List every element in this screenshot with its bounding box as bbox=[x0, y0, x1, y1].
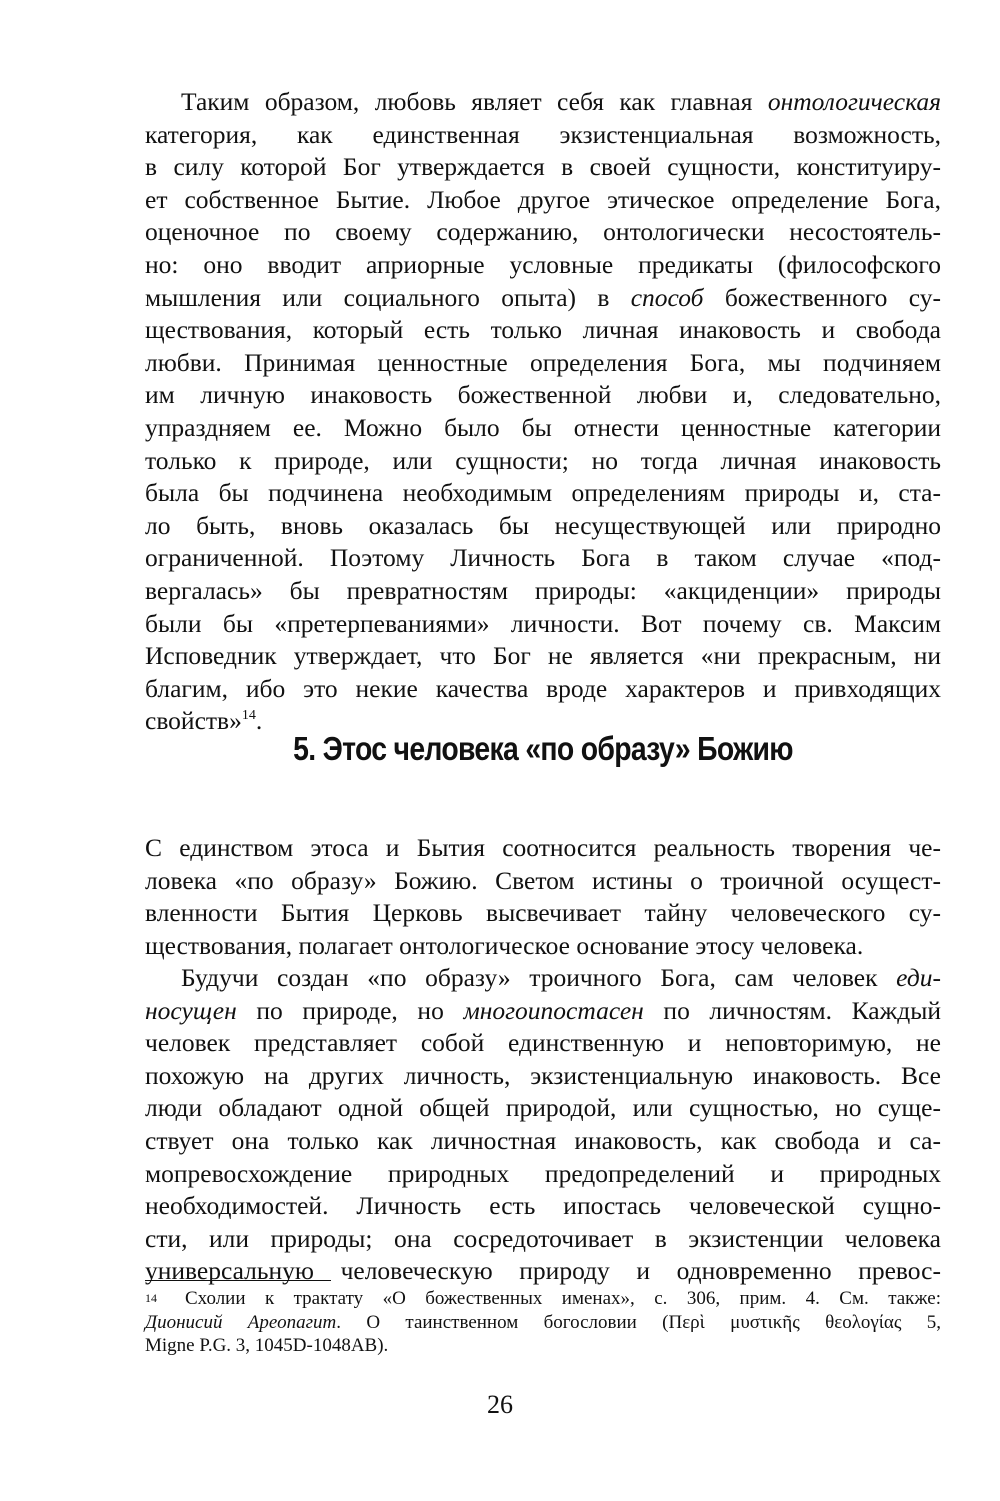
text-line: но: оно вводит априорные условные предикаты (философского bbox=[145, 249, 941, 279]
text-line: упраздняем ее. Можно было бы отнести ценностные категории bbox=[145, 412, 941, 442]
text-line: ществования, полагает онтологическое основание этосу человека. bbox=[145, 930, 864, 960]
text-line: необходимостей. Личность есть ипостась человеческой сущно- bbox=[145, 1191, 941, 1221]
text-line: мышления или социального опыта) в способ божественного су- bbox=[145, 282, 941, 312]
text-line: ло быть, вновь оказалась бы несуществующей или природно bbox=[145, 510, 941, 540]
text-line: ет собственное Бытие. Любое другое этическое определение Бога, bbox=[145, 184, 941, 214]
text-line: мопревосхождение природных предопределений и природных bbox=[145, 1158, 941, 1188]
text-line: человек представляет собой единственную и неповторимую, не bbox=[145, 1028, 941, 1058]
page-number: 26 bbox=[487, 1390, 513, 1419]
text-line: С единством этоса и Бытия соотносится реальность творения че- bbox=[145, 833, 941, 862]
text-line: была бы подчинена необходимым определениям природы и, ста- bbox=[145, 478, 941, 508]
text-line: в силу которой Бог утверждается в своей сущности, конституиру- bbox=[145, 152, 941, 182]
text-line: вергалась» бы превратностям природы: «акциденции» природы bbox=[145, 575, 941, 605]
text-line: Таким образом, любовь являет себя как главная онтологическая bbox=[181, 87, 941, 116]
text-line: сти, или природы; она сосредоточивает в экзистенции человека bbox=[145, 1223, 941, 1253]
text-line: категория, как единственная экзистенциальная возможность, bbox=[145, 119, 941, 149]
text-line: Будучи создан «по образу» троичного Бога, сам человек еди- bbox=[181, 963, 941, 992]
paragraph-3 bbox=[145, 962, 941, 1288]
text-line: похожую на других личность, экзистенциальную инаковость. Все bbox=[145, 1060, 941, 1090]
text-line: ограниченной. Поэтому Личность Бога в таком случае «под- bbox=[145, 543, 941, 573]
text-line: люди обладают одной общей природой, или сущностью, но суще- bbox=[145, 1093, 941, 1123]
footnote-line: Migne P.G. 3, 1045D-1048AB). bbox=[145, 1335, 389, 1356]
text-line: ществования, который есть только личная инаковость и свобода bbox=[145, 315, 941, 345]
footnote bbox=[145, 1287, 941, 1358]
text-line: благим, ибо это некие качества вроде характеров и привходящих bbox=[145, 673, 941, 703]
footnote-number: 14 bbox=[145, 1291, 157, 1305]
section-heading: 5. Этос человека «по образу» Божию bbox=[293, 730, 793, 767]
text-line: только к природе, или сущности; но тогда личная инаковость bbox=[145, 445, 941, 475]
text-line: оценочное по своему содержанию, онтологически несостоятель- bbox=[145, 217, 941, 247]
text-line: были бы «претерпеваниями» личности. Вот почему св. Максим bbox=[145, 608, 941, 638]
paragraph-1 bbox=[145, 86, 941, 738]
text-line: свойств»$^{14}$. bbox=[145, 706, 263, 736]
text-line: ствует она только как личностная инаковость, как свобода и са- bbox=[145, 1125, 941, 1155]
text-line: Исповедник утверждает, что Бог не является «ни прекрасным, ни bbox=[145, 641, 941, 671]
footnote-ref[interactable]: 14 bbox=[241, 708, 256, 724]
footnote-line: Дионисий Ареопагит. О таинственном богословии (Περὶ μυστικῆς θεολογίας 5, bbox=[145, 1311, 941, 1333]
text-line: универсальную человеческую природу и одновременно превос- bbox=[145, 1256, 941, 1286]
footnote-line: 14 Схолии к трактату «О божественных именах», с. 306, прим. 4. См. также: bbox=[145, 1288, 941, 1309]
text-line: любви. Принимая ценностные определения Бога, мы подчиняем bbox=[145, 347, 941, 377]
footnote-divider bbox=[145, 1280, 331, 1281]
text-line: ловека «по образу» Божию. Светом истины о троичной осущест- bbox=[145, 865, 941, 895]
text-line: им личную инаковость божественной любви и, следовательно, bbox=[145, 380, 941, 410]
paragraph-2 bbox=[145, 832, 941, 962]
text-line: вленности Бытия Церковь высвечивает тайну человеческого су- bbox=[145, 898, 941, 928]
text-line: носущен по природе, но многоипостасен по личностям. Каждый bbox=[145, 995, 941, 1025]
